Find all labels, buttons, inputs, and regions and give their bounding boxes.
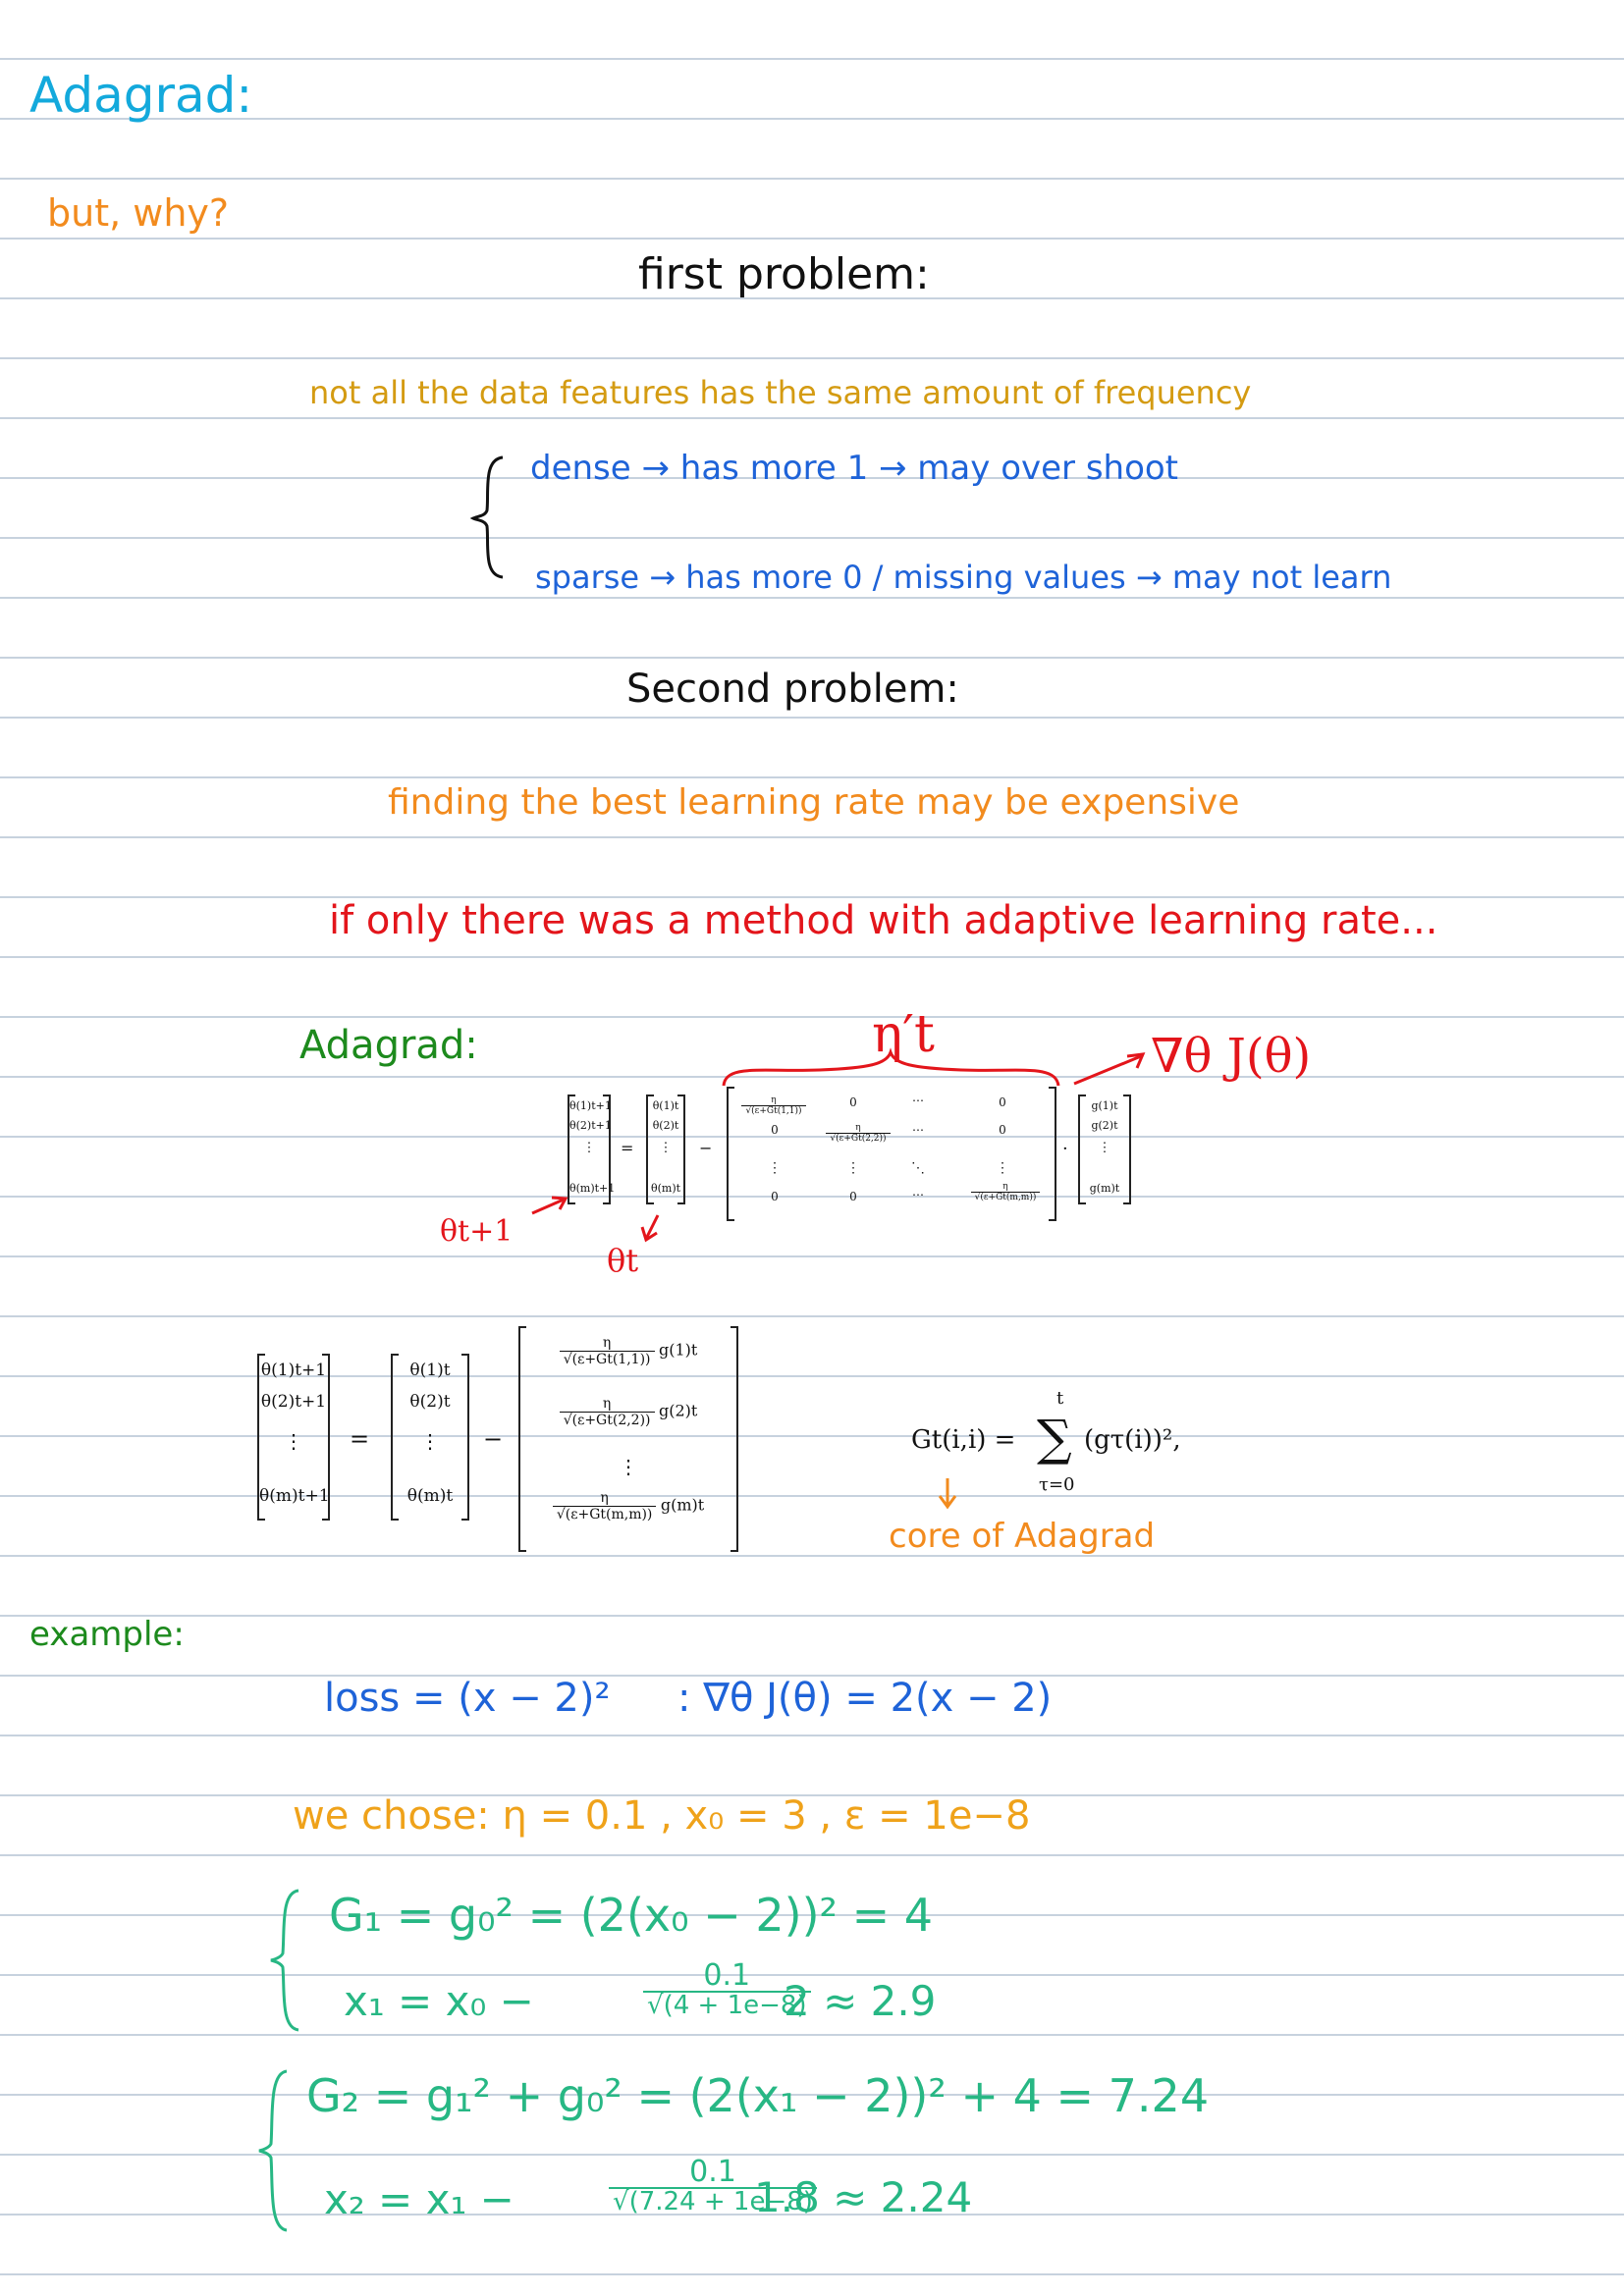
vdots-large-2: ⋮	[420, 1429, 440, 1453]
vdots-scaled: ⋮	[619, 1455, 638, 1478]
diag-11	[734, 1095, 813, 1116]
x1-rhs: 2 ≈ 2.9	[784, 1977, 937, 2025]
thetam: θ(m)t	[650, 1182, 681, 1195]
theta1-next: θ(1)t+1	[569, 1099, 612, 1112]
vdots-2: ⋮	[659, 1141, 673, 1155]
eta-t-annotation: η′t	[872, 1005, 935, 1064]
second-problem-statement: finding the best learning rate may be expensive	[388, 782, 1240, 823]
eta-11: η	[741, 1095, 805, 1106]
curly-brace-icon	[469, 454, 509, 581]
zero-24: 0	[999, 1123, 1006, 1137]
eps-g22-large: √(ε+Gt(2,2))	[563, 1413, 651, 1428]
gm-large: g(m)t	[660, 1495, 705, 1515]
dot-small: ·	[1062, 1139, 1068, 1159]
example-label: example:	[29, 1615, 185, 1654]
vdots-32: ⋮	[846, 1160, 860, 1176]
theta-vector-small	[646, 1095, 685, 1203]
eps-g22: √(ε+Gt(2,2))	[830, 1134, 887, 1144]
gm-small: g(m)t	[1089, 1182, 1120, 1195]
x1-lhs: x₁ = x₀ −	[344, 1977, 534, 2025]
theta2-next-large: θ(2)t+1	[260, 1392, 327, 1412]
diag-mm	[962, 1182, 1049, 1202]
g-def-lhs: Gt(i,i) =	[911, 1425, 1016, 1455]
x2-lhs: x₂ = x₁ −	[324, 2175, 514, 2223]
theta1: θ(1)t	[652, 1099, 679, 1112]
sum-top: t	[1056, 1388, 1064, 1409]
zero-21: 0	[771, 1123, 779, 1137]
sparse-line: sparse → has more 0 / missing values → may not learn	[535, 559, 1392, 596]
x2-denominator: √(7.24 + 1e−8)	[613, 2187, 813, 2216]
adagrad-label: Adagrad:	[299, 1023, 478, 1068]
first-problem-heading: first problem:	[638, 249, 930, 299]
theta-next-vector	[257, 1355, 330, 1520]
theta1-next-large: θ(1)t+1	[260, 1361, 327, 1380]
x2-rhs: 1.8 ≈ 2.24	[754, 2173, 973, 2221]
diag-22	[819, 1123, 897, 1144]
vdots-large-1: ⋮	[284, 1429, 303, 1453]
eta-r1: η	[560, 1335, 655, 1352]
eta-rm: η	[553, 1490, 657, 1507]
page-title: Adagrad:	[29, 67, 253, 124]
second-problem-heading: Second problem:	[626, 667, 959, 712]
vdots-34: ⋮	[996, 1160, 1009, 1176]
brace-step1-icon	[267, 1887, 302, 2034]
x2-numerator: 0.1	[609, 2158, 817, 2189]
loss-function: loss = (x − 2)²	[324, 1676, 611, 1721]
adaptive-wish: if only there was a method with adaptive learning rate...	[329, 898, 1438, 943]
scaled-gradient-vector	[518, 1327, 738, 1551]
zero-14: 0	[999, 1095, 1006, 1109]
row2-scaled	[528, 1396, 729, 1428]
gradient-vector-small	[1078, 1095, 1131, 1203]
dense-line: dense → has more 1 → may over shoot	[530, 449, 1179, 488]
arrow-core-icon	[938, 1476, 957, 1510]
theta-t-annotation: θt	[607, 1242, 639, 1279]
thetam-next: θ(m)t+1	[569, 1182, 616, 1195]
x1-denominator: √(4 + 1e−8)	[647, 1991, 807, 2020]
row1-scaled	[528, 1335, 729, 1367]
core-of-adagrad-note: core of Adagrad	[889, 1517, 1156, 1556]
vdots-1: ⋮	[582, 1141, 596, 1155]
equals-large: =	[350, 1425, 370, 1453]
eps-gmm-large: √(ε+Gt(m,m))	[556, 1507, 653, 1522]
sum-symbol: ∑	[1037, 1410, 1072, 1467]
zero-42: 0	[849, 1190, 857, 1203]
eta-mm: η	[971, 1182, 1041, 1193]
cdots-43: ⋯	[912, 1188, 924, 1201]
theta2-next: θ(2)t+1	[569, 1119, 612, 1132]
brace-step2-icon	[255, 2067, 291, 2234]
eta-r2: η	[560, 1396, 655, 1413]
arrow-theta-next-icon	[530, 1196, 569, 1215]
hyperparameters: we chose: η = 0.1 , x₀ = 3 , ε = 1e−8	[293, 1793, 1031, 1839]
theta1-large: θ(1)t	[409, 1361, 451, 1380]
cdots-13: ⋯	[912, 1094, 924, 1107]
first-problem-statement: not all the data features has the same amount of frequency	[309, 374, 1252, 411]
minus-large: −	[483, 1425, 504, 1453]
zero-41: 0	[771, 1190, 779, 1203]
theta-vector	[391, 1355, 469, 1520]
thetam-next-large: θ(m)t+1	[259, 1486, 330, 1506]
thetam-large: θ(m)t	[406, 1486, 454, 1506]
vdots-31: ⋮	[768, 1160, 782, 1176]
theta-next-annotation: θt+1	[440, 1214, 514, 1249]
g1-large: g(1)t	[658, 1340, 698, 1360]
ddots-33: ⋱	[911, 1160, 925, 1176]
g2-small: g(2)t	[1091, 1119, 1118, 1132]
g-def-rhs: (gτ(i))²,	[1084, 1425, 1181, 1455]
g1-small: g(1)t	[1091, 1099, 1118, 1112]
vdots-g: ⋮	[1098, 1141, 1111, 1155]
theta2-large: θ(2)t	[409, 1392, 451, 1412]
diagonal-matrix	[727, 1088, 1056, 1220]
arrow-theta-t-icon	[640, 1213, 664, 1243]
eps-g11: √(ε+Gt(1,1))	[745, 1106, 802, 1116]
G2-equation: G₂ = g₁² + g₀² = (2(x₁ − 2))² + 4 = 7.24	[306, 2069, 1210, 2122]
minus-small: −	[699, 1139, 713, 1157]
gradient-annotation: ∇θ J(θ)	[1151, 1029, 1312, 1084]
arrow-to-gradient-icon	[1072, 1048, 1151, 1088]
sum-bottom: τ=0	[1039, 1474, 1075, 1495]
loss-gradient: : ∇θ J(θ) = 2(x − 2)	[677, 1676, 1053, 1721]
equals-small: =	[621, 1139, 634, 1157]
subtitle-question: but, why?	[47, 191, 230, 235]
rowm-scaled	[528, 1490, 729, 1522]
g2-large: g(2)t	[658, 1401, 698, 1420]
x1-numerator: 0.1	[643, 1961, 811, 1993]
eta-22: η	[826, 1123, 890, 1134]
zero-12: 0	[849, 1095, 857, 1109]
G1-equation: G₁ = g₀² = (2(x₀ − 2))² = 4	[329, 1889, 934, 1942]
theta2: θ(2)t	[652, 1119, 679, 1132]
eps-g11-large: √(ε+Gt(1,1))	[563, 1352, 651, 1367]
eps-gmm: √(ε+Gt(m,m))	[974, 1193, 1037, 1202]
theta-next-vector-small	[568, 1095, 616, 1203]
cdots-23: ⋯	[912, 1123, 924, 1137]
